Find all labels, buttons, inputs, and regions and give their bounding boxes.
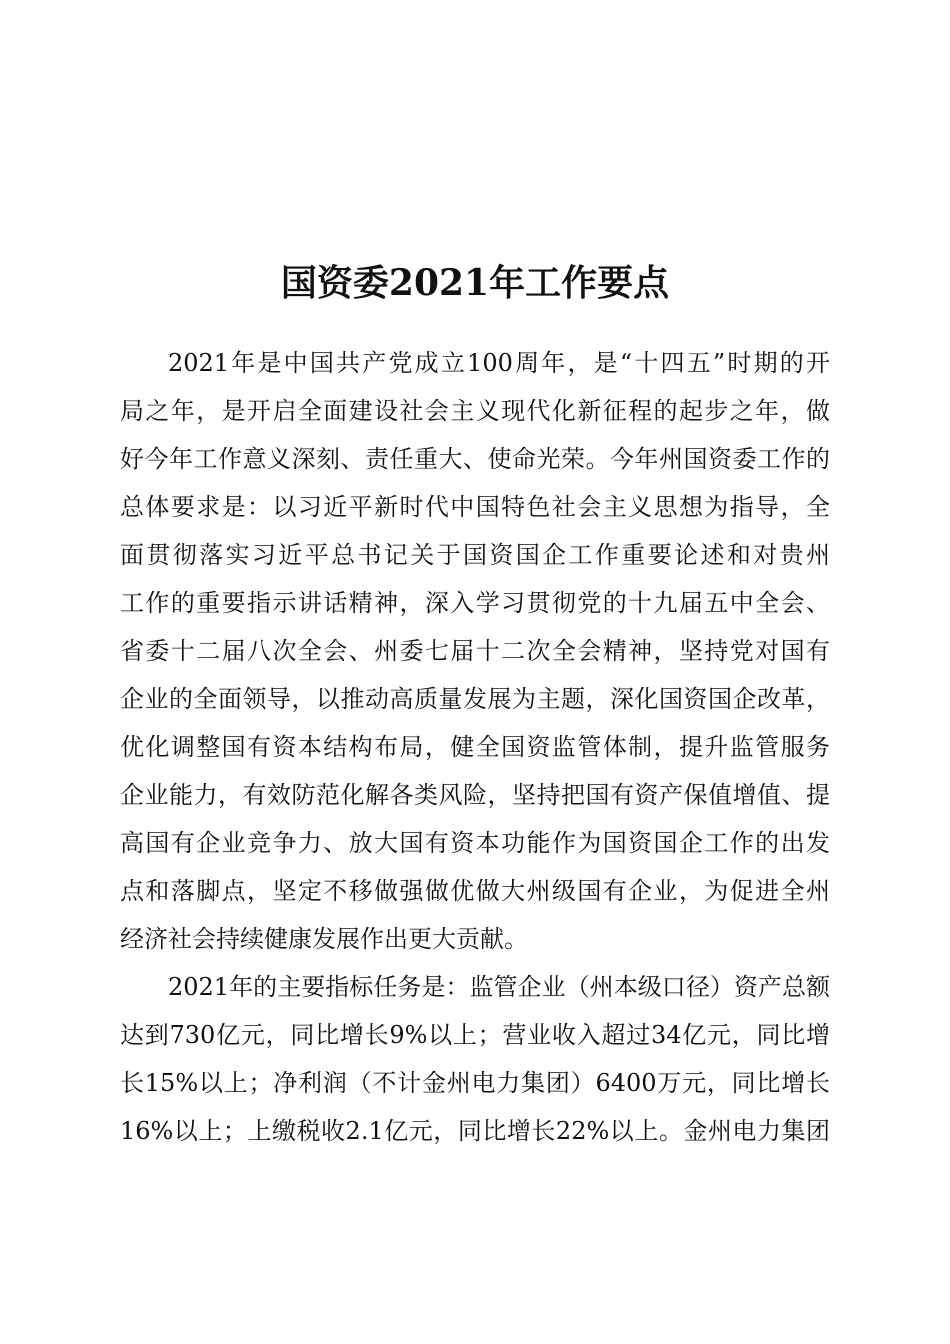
document-body	[120, 339, 830, 1155]
document-title: 国资委2021年工作要点	[280, 262, 670, 304]
paragraph-1	[120, 339, 830, 963]
paragraph-line: 16%以上；上缴税收2.1亿元，同比增长22%以上。金州电力集团	[120, 1117, 830, 1145]
paragraph-line: 达到730亿元，同比增长9%以上；营业收入超过34亿元，同比增	[120, 1021, 830, 1049]
paragraph-line: 点和落脚点，坚定不移做强做优做大州级国有企业，为促进全州	[120, 877, 830, 905]
paragraph-line: 2021年是中国共产党成立100周年，是“十四五”时期的开	[168, 349, 830, 377]
paragraph-line: 2021年的主要指标任务是：监管企业（州本级口径）资产总额	[168, 973, 830, 1001]
paragraph-line: 好今年工作意义深刻、责任重大、使命光荣。今年州国资委工作的	[120, 445, 830, 473]
paragraph-line: 优化调整国有资本结构布局，健全国资监管体制，提升监管服务	[120, 733, 830, 761]
paragraph-line: 经济社会持续健康发展作出更大贡献。	[120, 925, 528, 953]
paragraph-line: 局之年，是开启全面建设社会主义现代化新征程的起步之年，做	[120, 397, 830, 425]
paragraph-line: 高国有企业竞争力、放大国有资本功能作为国资国企工作的出发	[120, 829, 830, 857]
paragraph-line: 总体要求是：以习近平新时代中国特色社会主义思想为指导，全	[120, 493, 830, 521]
paragraph-line: 省委十二届八次全会、州委七届十二次全会精神，坚持党对国有	[120, 637, 830, 665]
paragraph-2	[120, 963, 830, 1155]
paragraph-line: 长15%以上；净利润（不计金州电力集团）6400万元，同比增长	[120, 1069, 830, 1097]
paragraph-line: 面贯彻落实习近平总书记关于国资国企工作重要论述和对贵州	[120, 541, 830, 569]
paragraph-line: 企业的全面领导，以推动高质量发展为主题，深化国资国企改革，	[120, 685, 830, 713]
paragraph-line: 工作的重要指示讲话精神，深入学习贯彻党的十九届五中全会、	[120, 589, 830, 617]
paragraph-line: 企业能力，有效防范化解各类风险，坚持把国有资产保值增值、提	[120, 781, 830, 809]
